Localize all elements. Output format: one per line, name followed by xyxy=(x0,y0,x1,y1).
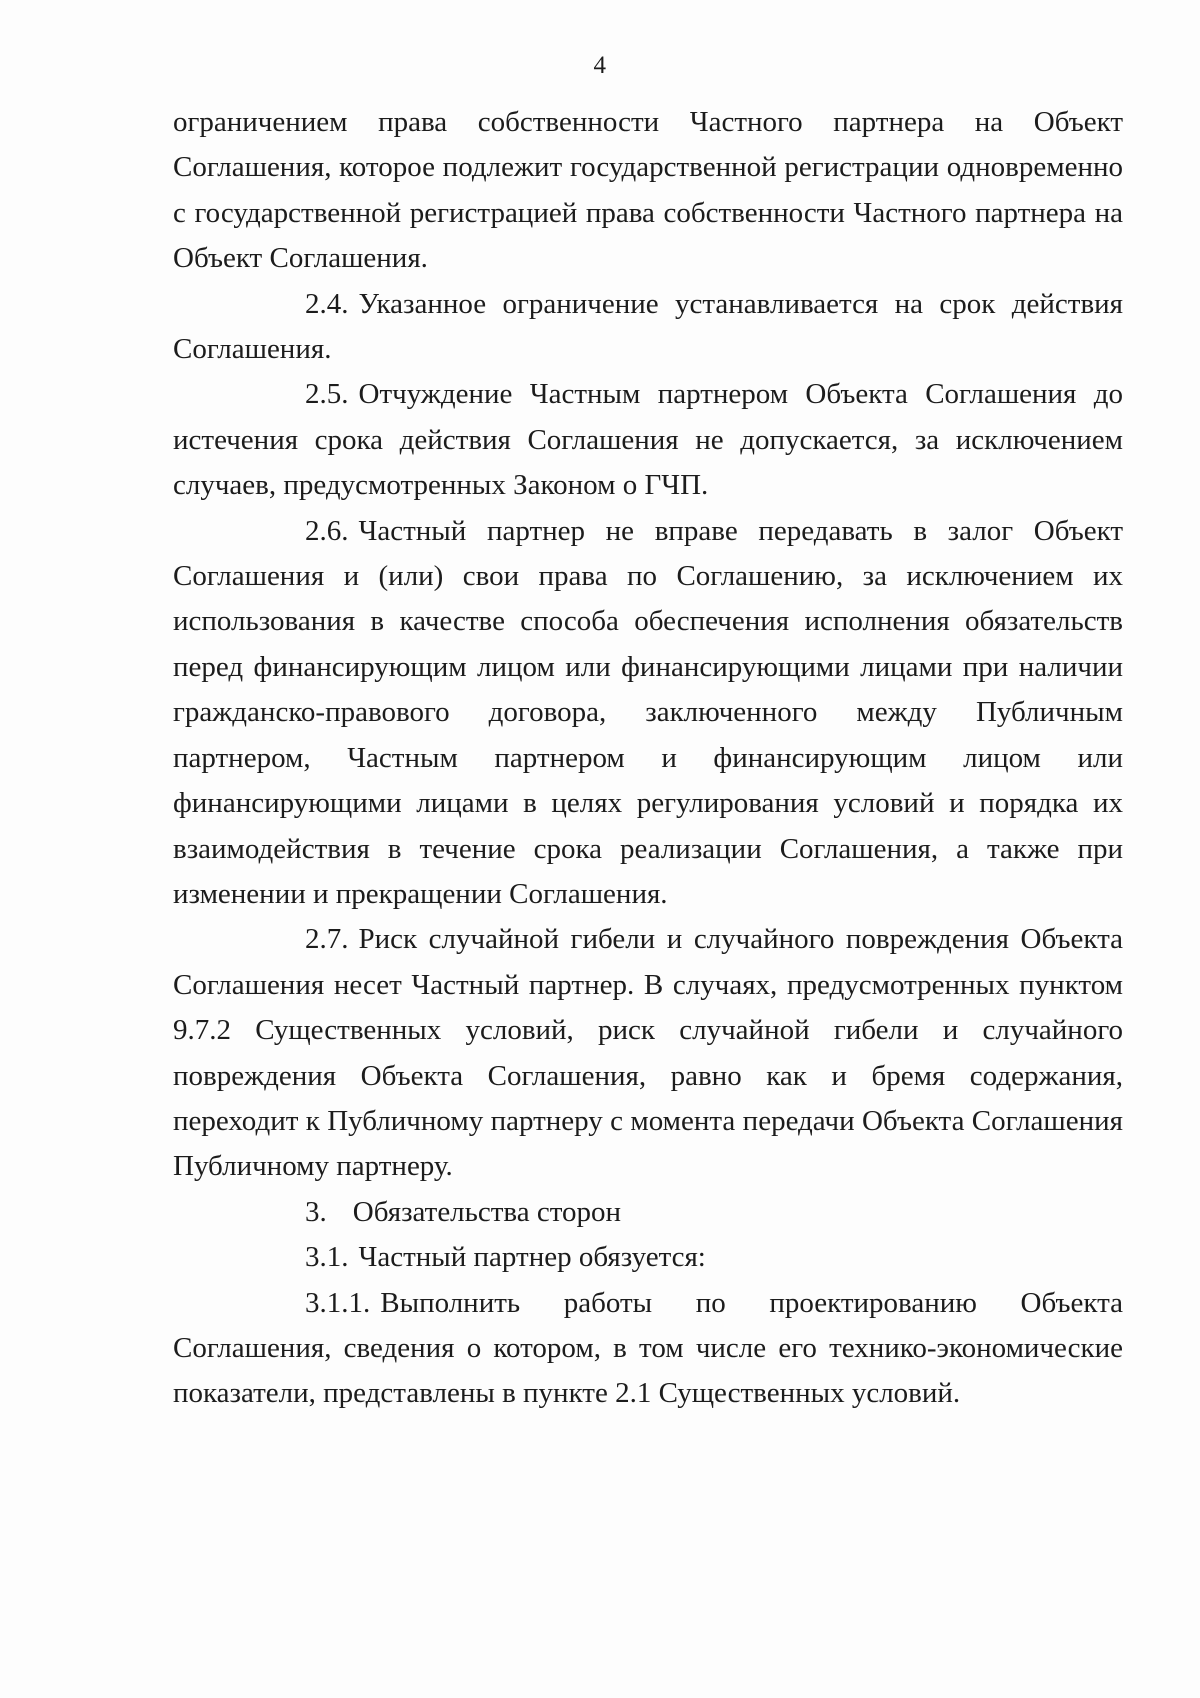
paragraph-continuation xyxy=(173,100,1123,282)
paragraph-3-1-1 xyxy=(173,1281,1123,1417)
paragraph-text: Частный партнер обязуется: xyxy=(358,1241,706,1274)
paragraph-3-1 xyxy=(173,1235,1123,1280)
paragraph-2-7 xyxy=(173,917,1123,1189)
paragraph-text: Выполнить работы по проектированию Объекта Соглашения, сведения о котором, в том числе его технико-экономические показатели, представлены в пункте 2.1 Существенных условий. xyxy=(173,1286,1123,1410)
paragraph-number: 2.4. xyxy=(305,287,349,320)
page-number: 4 xyxy=(593,52,607,79)
section-title: Обязательства сторон xyxy=(352,1195,622,1228)
paragraph-number: 2.6. xyxy=(305,514,349,547)
section-number: 3. xyxy=(305,1195,327,1228)
paragraph-number: 2.5. xyxy=(305,378,349,411)
paragraph-2-5 xyxy=(173,372,1123,508)
paragraph-text: ограничением права собственности Частного партнера на Объект Соглашения, которое подлежит государственной регистрации одновременно с государственной регистрацией права собственности Частного партнера на Объект Соглашения. xyxy=(173,106,1123,275)
paragraph-number: 3.1. xyxy=(305,1241,349,1274)
paragraph-text: Отчуждение Частным партнером Объекта Соглашения до истечения срока действия Соглашения не допускается, за исключением случаев, предусмотренных Законом о ГЧП. xyxy=(173,378,1123,502)
paragraph-2-6 xyxy=(173,509,1123,918)
document-body xyxy=(173,100,1123,1417)
paragraph-number: 2.7. xyxy=(305,923,349,956)
paragraph-2-4 xyxy=(173,282,1123,373)
paragraph-text: Риск случайной гибели и случайного повреждения Объекта Соглашения несет Частный партнер. В случаях, предусмотренных пунктом 9.7.2 Существенных условий, риск случайной гибели и случайного повреждения Объекта Соглашения, равно как и бремя содержания, переходит к Публичному партнеру с момента передачи Объекта Соглашения Публичному партнеру. xyxy=(173,923,1123,1183)
paragraph-text: Указанное ограничение устанавливается на срок действия Соглашения. xyxy=(173,287,1123,366)
section-heading-3 xyxy=(173,1190,1123,1235)
paragraph-number: 3.1.1. xyxy=(305,1286,371,1319)
paragraph-text: Частный партнер не вправе передавать в залог Объект Соглашения и (или) свои права по Соглашению, за исключением их использования в качестве способа обеспечения исполнения обязательств перед финансирующим лицом или финансирующими лицами при наличии гражданско-правового договора, заключенного между Публичным партнером, Частным партнером и финансирующим лицом или финансирующими лицами в целях регулирования условий и порядка их взаимодействия в течение срока реализации Соглашения, а также при изменении и прекращении Соглашения. xyxy=(173,514,1123,910)
